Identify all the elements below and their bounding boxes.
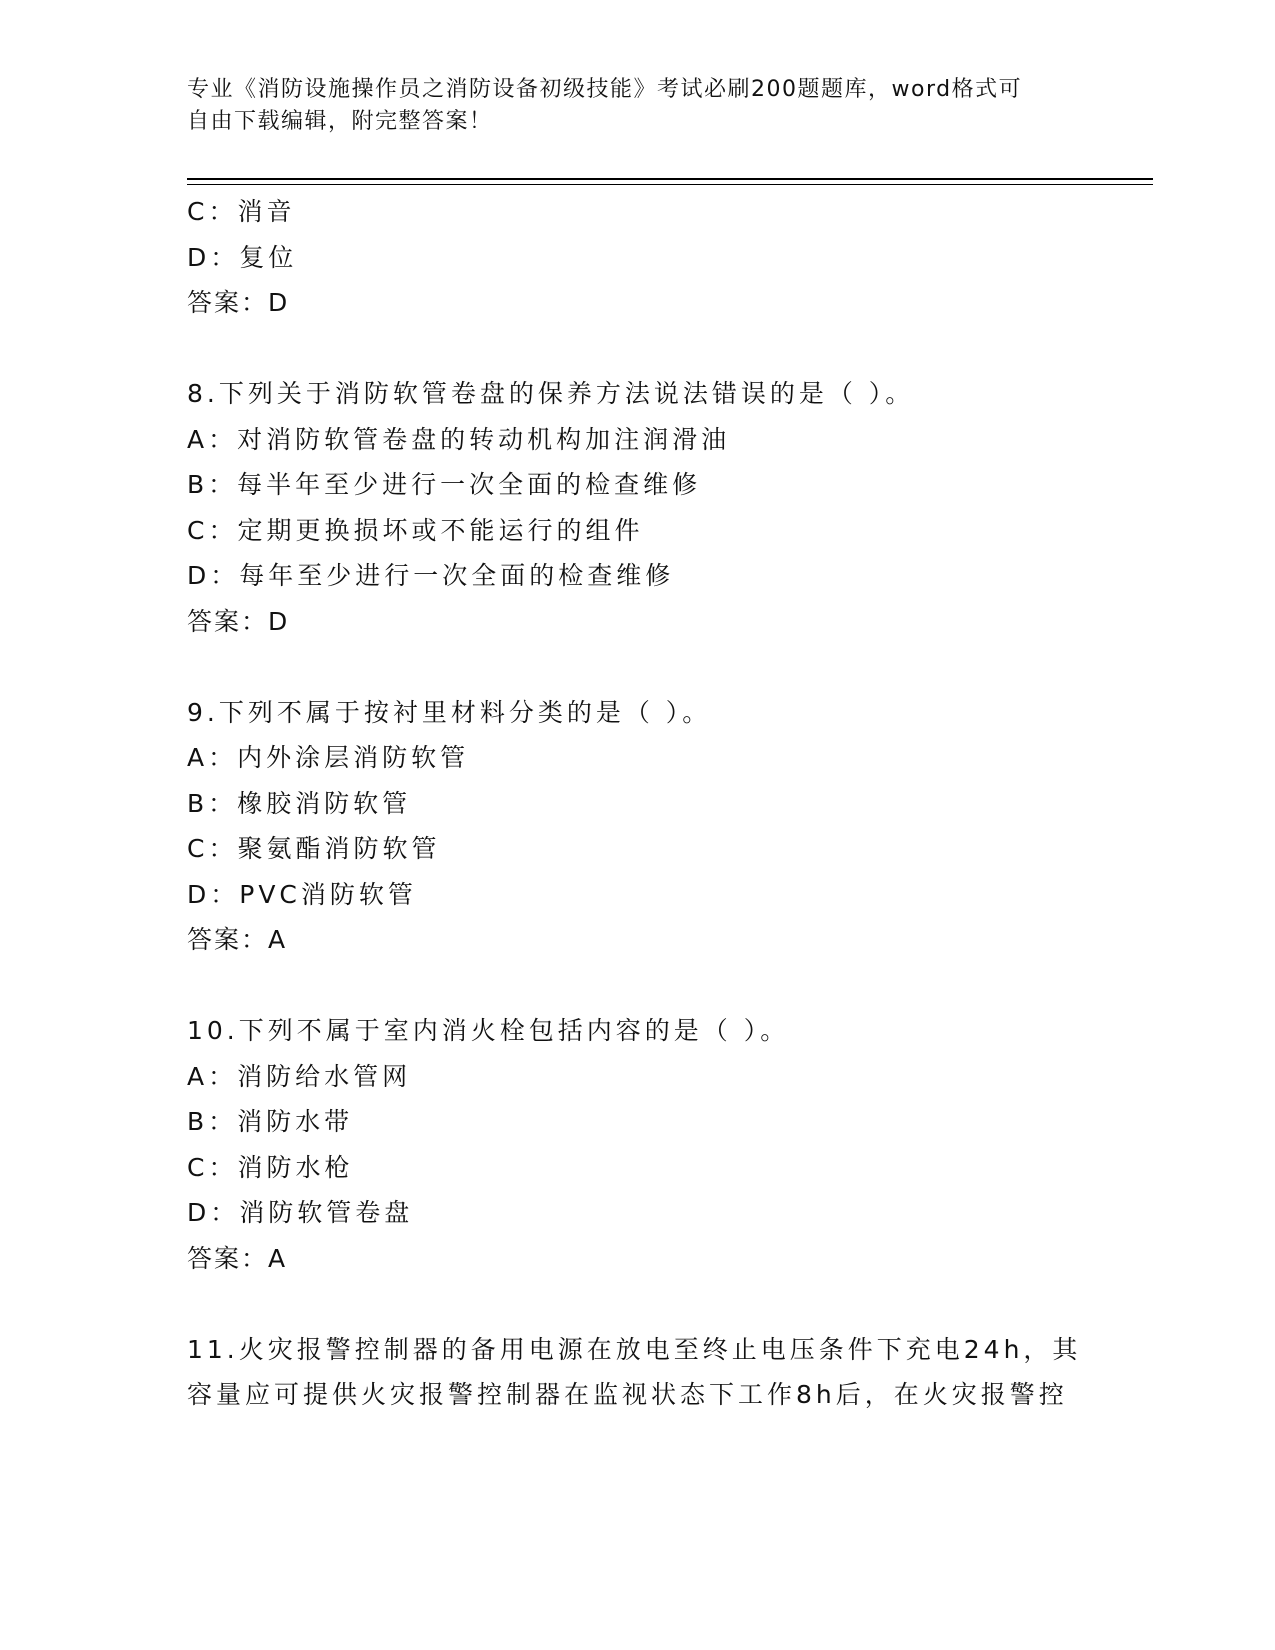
- option-d: D：消防软管卷盘: [187, 1198, 414, 1227]
- spacer: [187, 963, 1087, 1009]
- answer-line: 答案：A: [187, 925, 288, 954]
- header-divider-thin: [187, 184, 1153, 185]
- option-b: B：消防水带: [187, 1107, 354, 1136]
- question-9: [187, 690, 1087, 963]
- spacer: [187, 326, 1087, 372]
- question-stem: 9.下列不属于按衬里材料分类的是（ ）。: [187, 697, 712, 727]
- question-10: [187, 1008, 1087, 1281]
- question-fragment: [187, 189, 1087, 326]
- option-b: B：橡胶消防软管: [187, 788, 412, 818]
- spacer: [187, 1281, 1087, 1327]
- header-line-2: 自由下载编辑，附完整答案！: [187, 109, 493, 134]
- question-list: [187, 189, 1087, 1418]
- spacer: [187, 644, 1087, 690]
- option-c: C：聚氨酯消防软管: [187, 834, 441, 863]
- option-c: C：消防水枪: [187, 1152, 354, 1182]
- question-stem: 8.下列关于消防软管卷盘的保养方法说法错误的是（ ）。: [187, 379, 915, 408]
- answer-line: 答案：D: [187, 606, 290, 636]
- option-d: D：每年至少进行一次全面的检查维修: [187, 561, 675, 590]
- question-stem-line-1: 11.火灾报警控制器的备用电源在放电至终止电压条件下充电24h，其: [187, 1334, 1082, 1364]
- option-c: C：定期更换损坏或不能运行的组件: [187, 515, 644, 545]
- question-stem-line-2: 容量应可提供火灾报警控制器在监视状态下工作8h后，在火灾报警控: [187, 1380, 1068, 1409]
- header-line-1: 专业《消防设施操作员之消防设备初级技能》考试必刷200题题库，word格式可: [187, 77, 1023, 102]
- option-d: D：复位: [187, 242, 298, 272]
- header-divider-thick: [187, 178, 1153, 180]
- question-8: [187, 371, 1087, 644]
- option-b: B：每半年至少进行一次全面的检查维修: [187, 470, 702, 499]
- option-d: D：PVC消防软管: [187, 879, 417, 909]
- option-a: A：对消防软管卷盘的转动机构加注润滑油: [187, 424, 731, 454]
- option-a: A：消防给水管网: [187, 1061, 412, 1091]
- option-a: A：内外涂层消防软管: [187, 743, 470, 772]
- option-c: C：消音: [187, 197, 296, 226]
- answer-line: 答案：D: [187, 288, 290, 317]
- document-header: [187, 74, 1067, 138]
- question-11: [187, 1327, 1087, 1418]
- question-stem: 10.下列不属于室内消火栓包括内容的是（ ）。: [187, 1016, 790, 1045]
- answer-line: 答案：A: [187, 1243, 288, 1273]
